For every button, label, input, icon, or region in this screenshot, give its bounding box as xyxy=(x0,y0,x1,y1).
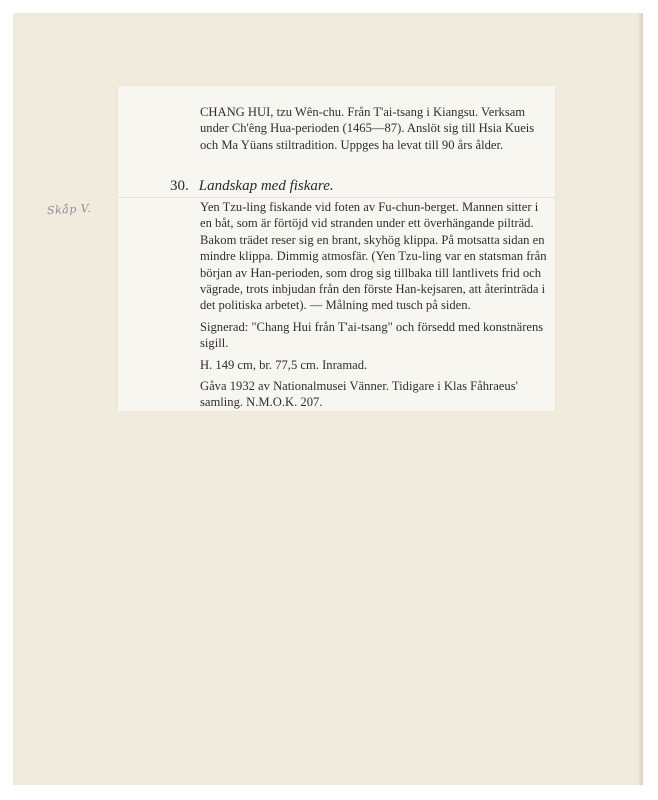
entry-heading xyxy=(170,178,334,195)
handwritten-margin-note: Skåp V. xyxy=(46,201,92,218)
entry-provenance: Gåva 1932 av Nationalmusei Vänner. Tidigare i Klas Fåhraeus' samling. N.M.O.K. 207. xyxy=(200,379,518,410)
entry-description: Yen Tzu-ling fiskande vid foten av Fu-chun-berget. Mannen sitter i en båt, som är förtöjd vid stranden under ett överhängande pilträd. Bakom trädet reser sig en brant, skyhög klippa. På motsatta sidan en mindre klippa. Dimmig atmosfär. (Yen Tzu-ling var en statsman från början av Han-perioden, som drog sig tillbaka till lantlivets frid och vägrade, trots inbjudan från den förste Han-kejsaren, att återinträda i det politiska arbetet). — Målning med tusch på siden. xyxy=(200,200,547,313)
entry-signature: Signerad: "Chang Hui från T'ai-tsang" och försedd med konstnärens sigill. xyxy=(200,319,544,351)
artist-biography: CHANG HUI, tzu Wên-chu. Från T'ai-tsang i Kiangsu. Verksam under Ch'êng Hua-perioden (1465—87). Anslöt sig till Hsia Kueis och Ma Yüans stiltradition. Uppges ha levat till 90 års ålder. xyxy=(200,105,535,152)
entry-dimensions: H. 149 cm, br. 77,5 cm. Inramad. xyxy=(200,357,368,372)
mount-board xyxy=(13,13,643,785)
entry-body xyxy=(200,199,550,416)
artist-header xyxy=(200,104,550,153)
entry-title: Landskap med fiskare. xyxy=(198,178,334,194)
entry-number: 30. xyxy=(170,178,189,194)
catalogue-card xyxy=(118,86,555,411)
